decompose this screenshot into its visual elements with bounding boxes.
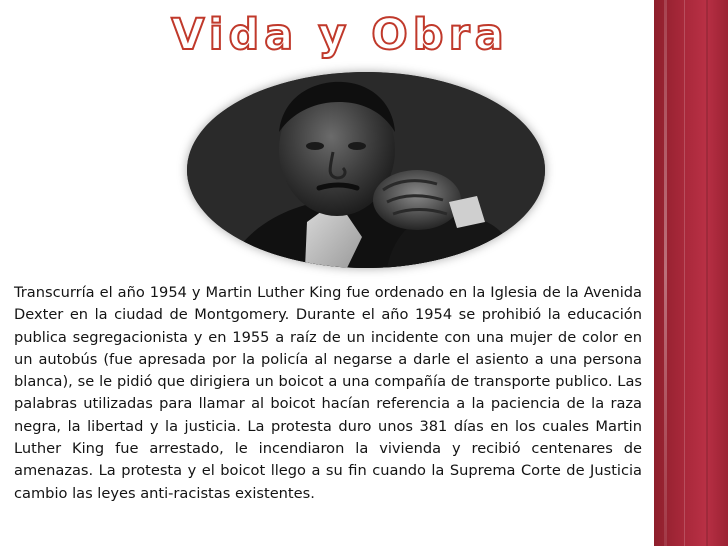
portrait-photo <box>187 72 545 268</box>
side-bar-stripe <box>684 0 685 546</box>
slide-title: Vida y Obra <box>171 10 509 60</box>
portrait-illustration <box>187 72 545 268</box>
title-container <box>150 10 530 60</box>
side-bar-stripe <box>664 0 667 546</box>
body-paragraph: Transcurría el año 1954 y Martin Luther King fue ordenado en la Iglesia de la Avenida Dexter en la ciudad de Montgomery. Durante el año 1954 se prohibió la educación publica segregacionista y en 1955 a raíz de un incidente con una mujer de color en un autobús (fue apresada por la policía al negarse a darle el asiento a una persona blanca), se le pidió que dirigiera un boicot a una compañía de transporte publico. Las palabras utilizadas para llamar al boicot hacían referencia a la paciencia de la raza negra, la libertad y la justicia. La protesta duro unos 381 días en los cuales Martin Luther King fue arrestado, le incendiaron la vivienda y recibió centenares de amenazas. La protesta y el boicot llego a su fin cuando la Suprema Corte de Justicia cambio las leyes anti-racistas existentes. <box>14 284 642 502</box>
decorative-side-bar <box>654 0 728 546</box>
side-bar-stripe <box>706 0 708 546</box>
